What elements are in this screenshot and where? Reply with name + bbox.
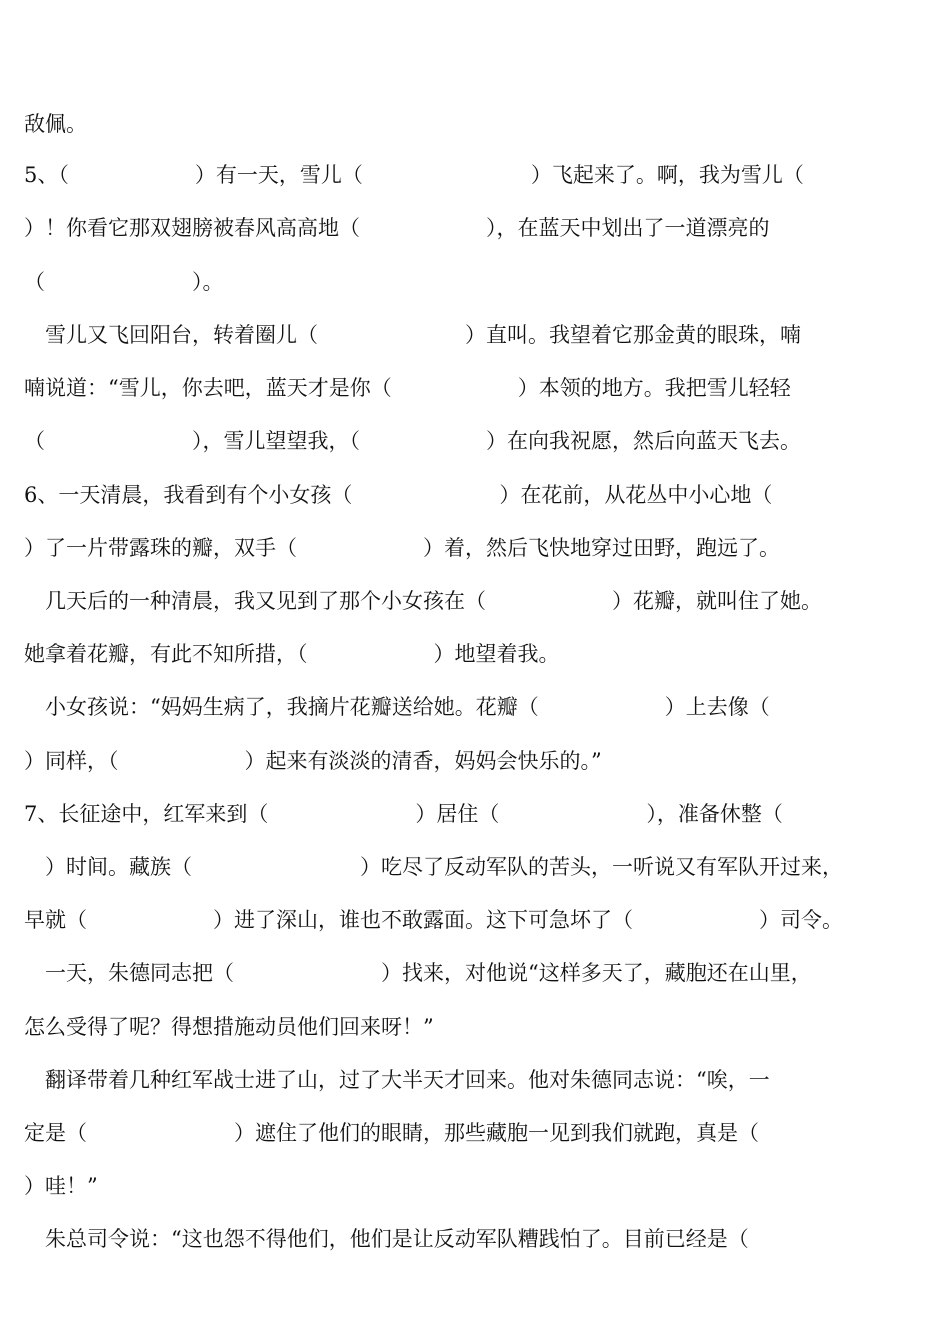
text-line: 定是（ ）遮住了他们的眼睛，那些藏胞一见到我们就跑，真是（ xyxy=(24,1121,759,1145)
text-line: （ ）。 xyxy=(24,270,224,294)
text-line: 6、一天清晨，我看到有个小女孩（ ）在花前，从花丛中小心地（ xyxy=(24,483,773,507)
text-line: 朱总司令说：“这也怨不得他们，他们是让反动军队糟践怕了。目前已经是（ xyxy=(24,1227,749,1251)
text-line: 怎么受得了呢？得想措施动员他们回来呀！” xyxy=(24,1015,434,1039)
text-line: （ ），雪儿望望我，（ ）在向我祝愿，然后向蓝天飞去。 xyxy=(24,429,801,453)
text-line: ）同样，（ ）起来有淡淡的清香，妈妈会快乐的。” xyxy=(24,749,602,773)
text-line: 小女孩说：“妈妈生病了，我摘片花瓣送给她。花瓣（ ）上去像（ xyxy=(24,695,770,719)
text-line: ）哇！” xyxy=(24,1174,98,1198)
text-line: 早就（ ）进了深山，谁也不敢露面。这下可急坏了（ ）司令。 xyxy=(24,908,843,932)
text-line: 她拿着花瓣，有此不知所措，（ ）地望着我。 xyxy=(24,642,560,666)
text-line: 一天，朱德同志把（ ）找来，对他说“这样多天了，藏胞还在山里， xyxy=(24,961,812,985)
text-line: 7、长征途中，红军来到（ ）居住（ ），准备休整（ xyxy=(24,802,783,826)
text-line: 翻译带着几种红军战士进了山，过了大半天才回来。他对朱德同志说：“唉，一 xyxy=(24,1068,770,1092)
text-line: ）了一片带露珠的瓣，双手（ ）着，然后飞快地穿过田野，跑远了。 xyxy=(24,536,780,560)
text-line: 雪儿又飞回阳台，转着圈儿（ ）直叫。我望着它那金黄的眼珠，喃 xyxy=(24,323,801,347)
text-line: ）时间。藏族（ ）吃尽了反动军队的苦头，一听说又有军队开过来， xyxy=(24,855,843,879)
text-line: ）！你看它那双翅膀被春风高高地（ ），在蓝天中划出了一道漂亮的 xyxy=(24,216,770,240)
text-line: 敌佩。 xyxy=(24,112,87,136)
text-line: 喃说道：“雪儿，你去吧，蓝天才是你（ ）本领的地方。我把雪儿轻轻 xyxy=(24,376,791,400)
text-line: 5、（ ）有一天，雪儿（ ）飞起来了。啊，我为雪儿（ xyxy=(24,163,804,187)
text-line: 几天后的一种清晨，我又见到了那个小女孩在（ ）花瓣，就叫住了她。 xyxy=(24,589,822,613)
